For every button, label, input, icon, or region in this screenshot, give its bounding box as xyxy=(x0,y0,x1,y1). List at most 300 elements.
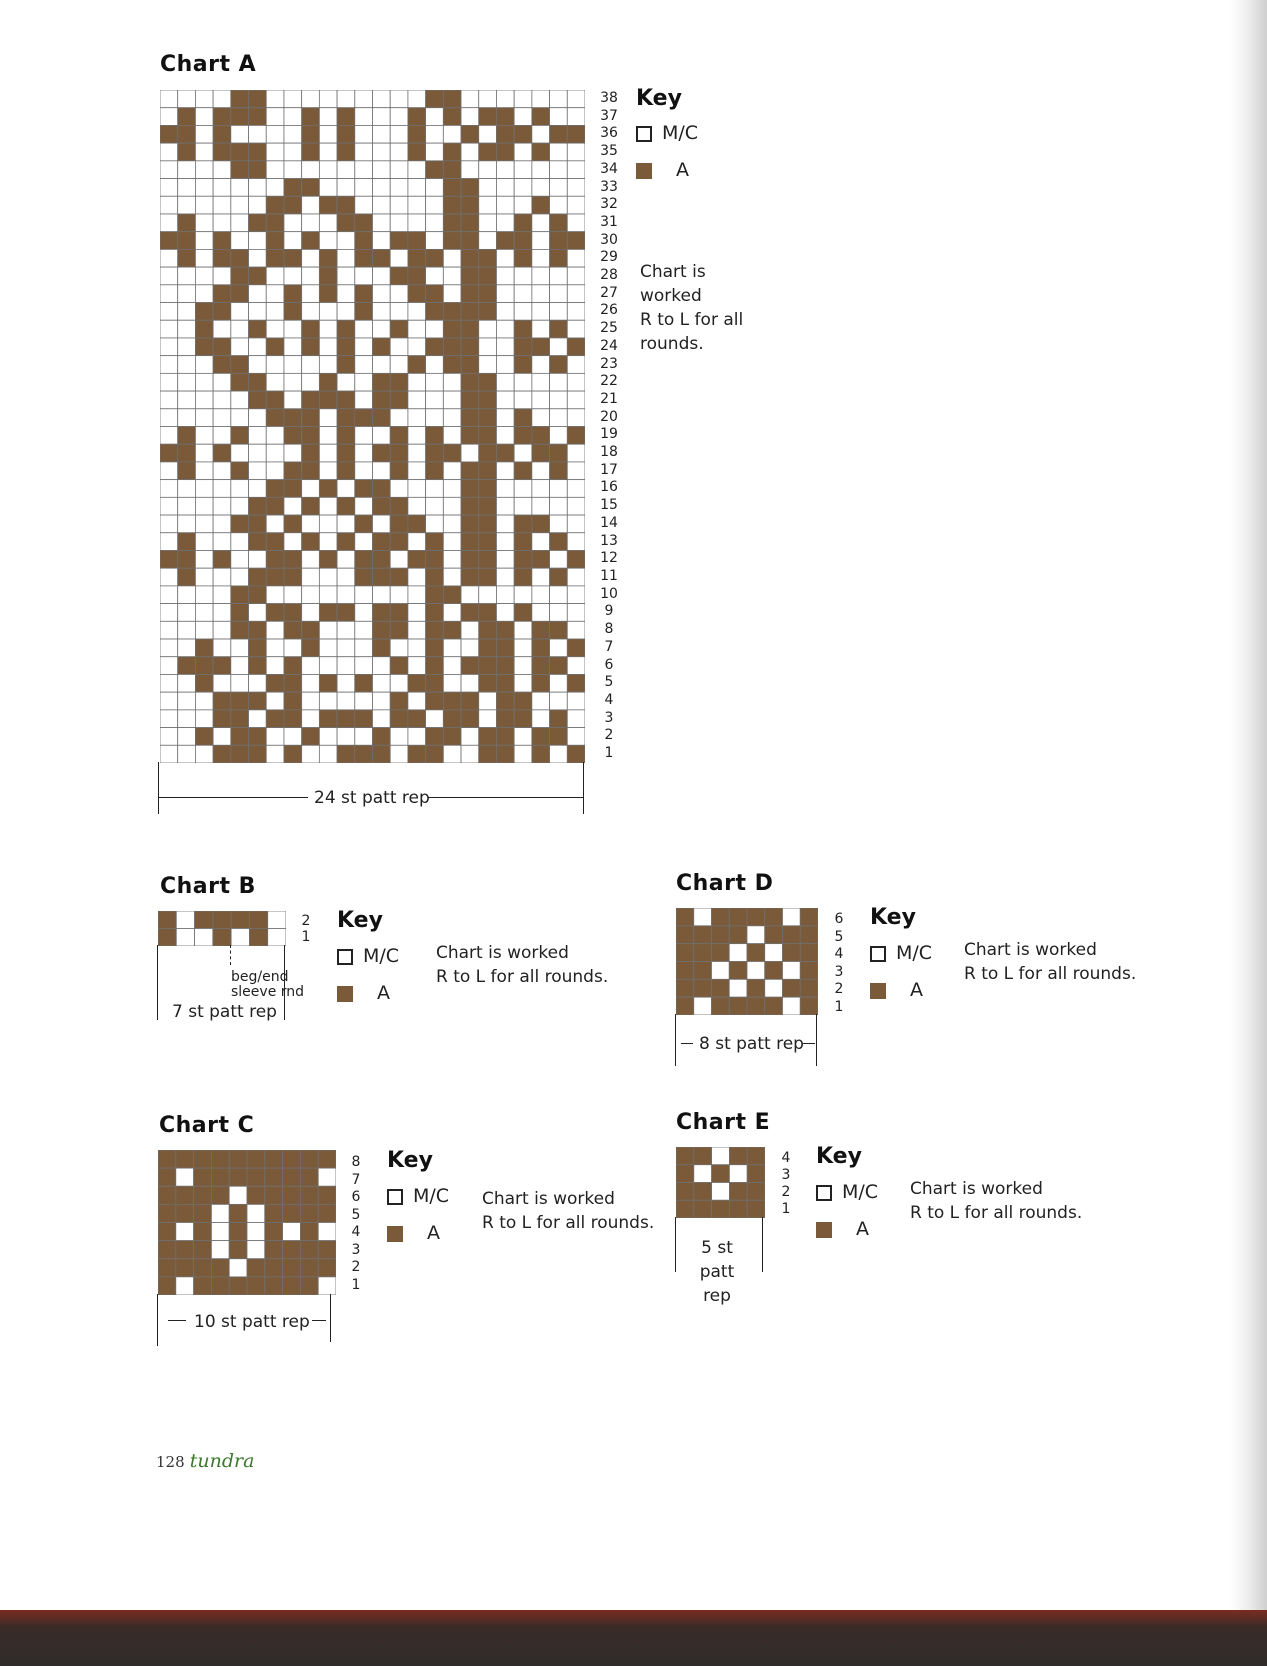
stitch-cell-a xyxy=(249,533,267,551)
stitch-cell-mc xyxy=(567,285,585,303)
chart-e-title: Chart E xyxy=(676,1110,771,1135)
stitch-cell-a xyxy=(443,303,461,321)
stitch-cell-mc xyxy=(266,108,284,126)
stitch-cell-mc xyxy=(337,373,355,391)
stitch-cell-mc xyxy=(496,303,514,321)
stitch-cell-mc xyxy=(408,657,426,675)
mc-swatch-icon xyxy=(337,949,353,965)
stitch-cell-a xyxy=(479,604,497,622)
stitch-cell-a xyxy=(712,944,730,962)
row-number: 2 xyxy=(351,1259,361,1275)
stitch-cell-mc xyxy=(408,320,426,338)
stitch-cell-mc xyxy=(443,639,461,657)
stitch-cell-a xyxy=(158,1204,176,1222)
stitch-cell-a xyxy=(300,1223,318,1241)
row-number: 7 xyxy=(351,1171,361,1188)
stitch-cell-a xyxy=(249,929,267,947)
stitch-cell-mc xyxy=(266,692,284,710)
stitch-cell-a xyxy=(194,1241,212,1259)
row-number: 3 xyxy=(604,709,614,726)
stitch-cell-mc xyxy=(195,568,213,586)
stitch-cell-a xyxy=(158,1186,176,1204)
stitch-cell-mc xyxy=(266,320,284,338)
stitch-cell-mc xyxy=(231,568,249,586)
stitch-cell-mc xyxy=(408,444,426,462)
stitch-cell-mc xyxy=(247,1204,265,1222)
stitch-cell-mc xyxy=(496,568,514,586)
stitch-cell-mc xyxy=(408,497,426,515)
stitch-cell-mc xyxy=(355,356,373,374)
stitch-cell-mc xyxy=(302,90,320,108)
stitch-cell-mc xyxy=(443,568,461,586)
stitch-cell-mc xyxy=(302,267,320,285)
stitch-cell-a xyxy=(729,962,747,980)
row-number: 6 xyxy=(351,1189,361,1205)
stitch-cell-mc xyxy=(337,621,355,639)
stitch-cell-mc xyxy=(443,745,461,763)
stitch-cell-a xyxy=(461,692,479,710)
stitch-cell-a xyxy=(443,710,461,728)
stitch-cell-mc xyxy=(318,1277,336,1295)
stitch-cell-mc xyxy=(302,196,320,214)
stitch-cell-mc xyxy=(567,373,585,391)
stitch-cell-a xyxy=(426,692,444,710)
stitch-cell-a xyxy=(408,108,426,126)
row-number: 21 xyxy=(600,390,618,407)
stitch-cell-mc xyxy=(426,108,444,126)
stitch-cell-a xyxy=(284,621,302,639)
stitch-cell-mc xyxy=(567,214,585,232)
stitch-cell-a xyxy=(461,232,479,250)
stitch-cell-a xyxy=(302,409,320,427)
row-number: 29 xyxy=(600,249,618,266)
chart-b-key-title: Key xyxy=(337,908,383,933)
row-number: 23 xyxy=(600,355,618,372)
stitch-cell-mc xyxy=(443,125,461,143)
stitch-cell-mc xyxy=(284,143,302,161)
stitch-cell-mc xyxy=(178,409,196,427)
row-number: 4 xyxy=(351,1224,361,1240)
stitch-cell-a xyxy=(231,143,249,161)
stitch-cell-mc xyxy=(443,604,461,622)
row-number: 11 xyxy=(600,567,618,584)
stitch-cell-a xyxy=(176,1150,194,1168)
stitch-cell-mc xyxy=(550,692,568,710)
stitch-cell-a xyxy=(160,232,178,250)
stitch-cell-mc xyxy=(213,409,231,427)
stitch-cell-a xyxy=(496,674,514,692)
stitch-cell-a xyxy=(479,373,497,391)
stitch-cell-mc xyxy=(178,285,196,303)
chart-e-note: Chart is worked R to L for all rounds. xyxy=(910,1179,1083,1223)
stitch-cell-mc xyxy=(231,303,249,321)
stitch-cell-a xyxy=(479,497,497,515)
stitch-cell-mc xyxy=(514,480,532,498)
stitch-cell-mc xyxy=(443,427,461,445)
stitch-cell-a xyxy=(567,125,585,143)
stitch-cell-a xyxy=(302,462,320,480)
stitch-cell-a xyxy=(479,303,497,321)
stitch-cell-mc xyxy=(765,979,783,997)
stitch-cell-a xyxy=(231,267,249,285)
stitch-cell-a xyxy=(426,639,444,657)
stitch-cell-mc xyxy=(567,462,585,480)
stitch-cell-a xyxy=(373,338,391,356)
mc-swatch-icon xyxy=(870,946,886,962)
stitch-cell-mc xyxy=(211,1223,229,1241)
stitch-cell-a xyxy=(265,1259,283,1277)
stitch-cell-mc xyxy=(337,249,355,267)
row-number: 6 xyxy=(834,911,844,927)
stitch-cell-mc xyxy=(302,692,320,710)
stitch-cell-mc xyxy=(408,568,426,586)
stitch-cell-mc xyxy=(247,1241,265,1259)
stitch-cell-mc xyxy=(284,161,302,179)
stitch-cell-mc xyxy=(729,979,747,997)
stitch-cell-a xyxy=(800,926,818,944)
stitch-cell-a xyxy=(765,962,783,980)
stitch-cell-a xyxy=(249,586,267,604)
stitch-cell-mc xyxy=(249,409,267,427)
stitch-cell-a xyxy=(266,497,284,515)
stitch-cell-mc xyxy=(195,550,213,568)
stitch-cell-mc xyxy=(178,391,196,409)
stitch-cell-a xyxy=(176,1186,194,1204)
stitch-cell-a xyxy=(266,550,284,568)
stitch-cell-mc xyxy=(284,232,302,250)
stitch-cell-mc xyxy=(550,373,568,391)
stitch-cell-mc xyxy=(195,929,213,947)
chart-b-bracket-left xyxy=(157,945,158,1020)
stitch-cell-mc xyxy=(231,657,249,675)
stitch-cell-a xyxy=(373,249,391,267)
stitch-cell-mc xyxy=(302,710,320,728)
a-swatch-icon xyxy=(337,986,353,1002)
stitch-cell-mc xyxy=(176,911,194,929)
stitch-cell-mc xyxy=(231,497,249,515)
stitch-cell-mc xyxy=(302,568,320,586)
stitch-cell-a xyxy=(800,944,818,962)
stitch-cell-mc xyxy=(337,179,355,197)
chart-b-key-mc: M/C xyxy=(337,939,399,973)
row-number: 24 xyxy=(600,337,618,354)
stitch-cell-mc xyxy=(514,285,532,303)
stitch-cell-a xyxy=(532,196,550,214)
stitch-cell-a xyxy=(550,125,568,143)
stitch-cell-a xyxy=(284,710,302,728)
stitch-cell-a xyxy=(390,657,408,675)
row-number: 3 xyxy=(834,963,844,980)
stitch-cell-a xyxy=(337,338,355,356)
stitch-cell-a xyxy=(337,356,355,374)
stitch-cell-mc xyxy=(302,373,320,391)
stitch-cell-mc xyxy=(337,728,355,746)
stitch-cell-a xyxy=(514,710,532,728)
stitch-cell-mc xyxy=(160,427,178,445)
stitch-cell-a xyxy=(213,911,231,929)
stitch-cell-mc xyxy=(694,908,712,926)
stitch-cell-mc xyxy=(408,90,426,108)
stitch-cell-a xyxy=(194,1223,212,1241)
stitch-cell-a xyxy=(158,1223,176,1241)
stitch-cell-mc xyxy=(479,320,497,338)
stitch-cell-mc xyxy=(694,997,712,1015)
stitch-cell-mc xyxy=(373,108,391,126)
row-number: 20 xyxy=(600,408,618,425)
stitch-cell-a xyxy=(195,911,213,929)
stitch-cell-mc xyxy=(195,196,213,214)
stitch-cell-a xyxy=(426,249,444,267)
stitch-cell-mc xyxy=(426,267,444,285)
stitch-cell-a xyxy=(265,1186,283,1204)
stitch-cell-a xyxy=(229,1204,247,1222)
row-number: 3 xyxy=(351,1241,361,1258)
stitch-cell-mc xyxy=(426,497,444,515)
row-number: 35 xyxy=(600,143,618,160)
stitch-cell-mc xyxy=(160,303,178,321)
stitch-cell-a xyxy=(231,427,249,445)
stitch-cell-a xyxy=(355,480,373,498)
stitch-cell-mc xyxy=(567,604,585,622)
stitch-cell-a xyxy=(676,979,694,997)
stitch-cell-a xyxy=(302,533,320,551)
stitch-cell-mc xyxy=(532,214,550,232)
stitch-cell-a xyxy=(195,728,213,746)
stitch-cell-a xyxy=(514,338,532,356)
stitch-cell-mc xyxy=(229,1259,247,1277)
stitch-cell-a xyxy=(461,285,479,303)
stitch-cell-a xyxy=(408,267,426,285)
stitch-cell-mc xyxy=(408,179,426,197)
stitch-cell-mc xyxy=(213,621,231,639)
stitch-cell-mc xyxy=(319,338,337,356)
stitch-cell-a xyxy=(284,657,302,675)
stitch-cell-mc xyxy=(213,267,231,285)
stitch-cell-a xyxy=(355,710,373,728)
stitch-cell-a xyxy=(337,391,355,409)
stitch-cell-mc xyxy=(390,356,408,374)
stitch-cell-mc xyxy=(211,1204,229,1222)
stitch-cell-a xyxy=(408,550,426,568)
stitch-cell-mc xyxy=(160,586,178,604)
stitch-cell-a xyxy=(247,1277,265,1295)
chart-d-title: Chart D xyxy=(676,871,774,896)
mc-swatch-icon xyxy=(636,126,652,142)
stitch-cell-a xyxy=(247,1259,265,1277)
stitch-cell-a xyxy=(496,692,514,710)
stitch-cell-a xyxy=(426,285,444,303)
stitch-cell-a xyxy=(213,232,231,250)
row-number: 5 xyxy=(604,674,614,691)
stitch-cell-mc xyxy=(160,568,178,586)
stitch-cell-a xyxy=(461,196,479,214)
stitch-cell-mc xyxy=(195,480,213,498)
stitch-cell-a xyxy=(178,214,196,232)
stitch-cell-mc xyxy=(355,497,373,515)
stitch-cell-a xyxy=(284,692,302,710)
stitch-cell-mc xyxy=(567,179,585,197)
stitch-cell-a xyxy=(337,745,355,763)
stitch-cell-mc xyxy=(160,320,178,338)
stitch-cell-mc xyxy=(160,621,178,639)
stitch-cell-a xyxy=(249,391,267,409)
stitch-cell-a xyxy=(265,1150,283,1168)
stitch-cell-a xyxy=(213,657,231,675)
stitch-cell-mc xyxy=(213,214,231,232)
stitch-cell-a xyxy=(213,285,231,303)
stitch-cell-mc xyxy=(284,391,302,409)
stitch-cell-a xyxy=(337,143,355,161)
stitch-cell-a xyxy=(158,911,176,929)
chart-d-rep-dash-left xyxy=(681,1043,693,1044)
stitch-cell-mc xyxy=(302,356,320,374)
stitch-cell-a xyxy=(550,568,568,586)
stitch-cell-a xyxy=(265,1204,283,1222)
stitch-cell-a xyxy=(318,1150,336,1168)
stitch-cell-a xyxy=(747,979,765,997)
stitch-cell-mc xyxy=(266,285,284,303)
stitch-cell-mc xyxy=(496,196,514,214)
stitch-cell-mc xyxy=(514,674,532,692)
stitch-cell-a xyxy=(266,710,284,728)
stitch-cell-a xyxy=(712,908,730,926)
stitch-cell-mc xyxy=(390,214,408,232)
stitch-cell-mc xyxy=(284,728,302,746)
stitch-cell-mc xyxy=(373,515,391,533)
stitch-cell-mc xyxy=(355,161,373,179)
stitch-cell-a xyxy=(355,745,373,763)
stitch-cell-mc xyxy=(178,745,196,763)
chart-a-key-title: Key xyxy=(636,86,682,111)
stitch-cell-a xyxy=(800,908,818,926)
stitch-cell-a xyxy=(676,1147,694,1165)
chart-d-rep-label: 8 st patt rep xyxy=(699,1034,804,1054)
row-number: 1 xyxy=(834,998,844,1015)
stitch-cell-a xyxy=(247,1150,265,1168)
stitch-cell-mc xyxy=(355,533,373,551)
stitch-cell-mc xyxy=(195,462,213,480)
stitch-cell-mc xyxy=(567,480,585,498)
stitch-cell-a xyxy=(213,125,231,143)
stitch-cell-a xyxy=(266,409,284,427)
stitch-cell-a xyxy=(426,338,444,356)
stitch-cell-mc xyxy=(178,639,196,657)
stitch-cell-mc xyxy=(160,90,178,108)
stitch-cell-a xyxy=(676,926,694,944)
stitch-cell-mc xyxy=(567,267,585,285)
stitch-cell-mc xyxy=(195,267,213,285)
stitch-cell-mc xyxy=(443,657,461,675)
stitch-cell-mc xyxy=(284,214,302,232)
stitch-cell-a xyxy=(319,373,337,391)
stitch-cell-a xyxy=(284,462,302,480)
chart-a-rep-bracket-left xyxy=(158,762,159,814)
stitch-cell-a xyxy=(284,303,302,321)
stitch-cell-a xyxy=(461,604,479,622)
stitch-cell-a xyxy=(496,639,514,657)
stitch-cell-mc xyxy=(567,533,585,551)
stitch-cell-mc xyxy=(426,320,444,338)
stitch-cell-a xyxy=(178,143,196,161)
stitch-cell-mc xyxy=(319,657,337,675)
stitch-cell-mc xyxy=(373,285,391,303)
stitch-cell-mc xyxy=(496,550,514,568)
stitch-cell-a xyxy=(318,1241,336,1259)
stitch-cell-a xyxy=(532,550,550,568)
chart-d-grid xyxy=(676,908,818,1015)
stitch-cell-mc xyxy=(443,267,461,285)
stitch-cell-a xyxy=(284,745,302,763)
stitch-cell-mc xyxy=(178,196,196,214)
stitch-cell-a xyxy=(231,161,249,179)
stitch-cell-mc xyxy=(195,214,213,232)
stitch-cell-a xyxy=(567,639,585,657)
stitch-cell-a xyxy=(284,515,302,533)
stitch-cell-mc xyxy=(390,196,408,214)
stitch-cell-a xyxy=(284,568,302,586)
stitch-cell-mc xyxy=(160,728,178,746)
chart-d-key-mc: M/C xyxy=(870,936,932,970)
stitch-cell-mc xyxy=(408,639,426,657)
stitch-cell-a xyxy=(426,444,444,462)
stitch-cell-mc xyxy=(373,196,391,214)
stitch-cell-mc xyxy=(337,692,355,710)
stitch-cell-mc xyxy=(532,391,550,409)
stitch-cell-mc xyxy=(319,320,337,338)
stitch-cell-a xyxy=(302,320,320,338)
stitch-cell-mc xyxy=(550,267,568,285)
stitch-cell-mc xyxy=(532,373,550,391)
stitch-cell-mc xyxy=(408,196,426,214)
stitch-cell-a xyxy=(567,745,585,763)
stitch-cell-a xyxy=(550,533,568,551)
stitch-cell-a xyxy=(194,1204,212,1222)
stitch-cell-mc xyxy=(195,533,213,551)
stitch-cell-a xyxy=(249,214,267,232)
stitch-cell-mc xyxy=(195,621,213,639)
stitch-cell-mc xyxy=(249,303,267,321)
stitch-cell-a xyxy=(249,728,267,746)
stitch-cell-a xyxy=(479,143,497,161)
stitch-cell-a xyxy=(443,143,461,161)
stitch-cell-a xyxy=(443,214,461,232)
stitch-cell-mc xyxy=(160,214,178,232)
stitch-cell-a xyxy=(302,232,320,250)
stitch-cell-a xyxy=(194,1150,212,1168)
stitch-cell-a xyxy=(266,674,284,692)
stitch-cell-a xyxy=(266,391,284,409)
stitch-cell-a xyxy=(231,90,249,108)
stitch-cell-a xyxy=(443,338,461,356)
stitch-cell-a xyxy=(176,1259,194,1277)
stitch-cell-a xyxy=(550,657,568,675)
a-swatch-icon xyxy=(636,163,652,179)
stitch-cell-a xyxy=(231,710,249,728)
row-number: 4 xyxy=(781,1150,791,1166)
stitch-cell-a xyxy=(249,373,267,391)
stitch-cell-a xyxy=(266,214,284,232)
stitch-cell-a xyxy=(178,568,196,586)
stitch-cell-mc xyxy=(178,604,196,622)
stitch-cell-mc xyxy=(266,143,284,161)
stitch-cell-mc xyxy=(426,480,444,498)
stitch-cell-mc xyxy=(461,108,479,126)
stitch-cell-mc xyxy=(479,214,497,232)
stitch-cell-mc xyxy=(249,179,267,197)
stitch-cell-a xyxy=(373,533,391,551)
stitch-cell-a xyxy=(337,533,355,551)
stitch-cell-mc xyxy=(337,674,355,692)
